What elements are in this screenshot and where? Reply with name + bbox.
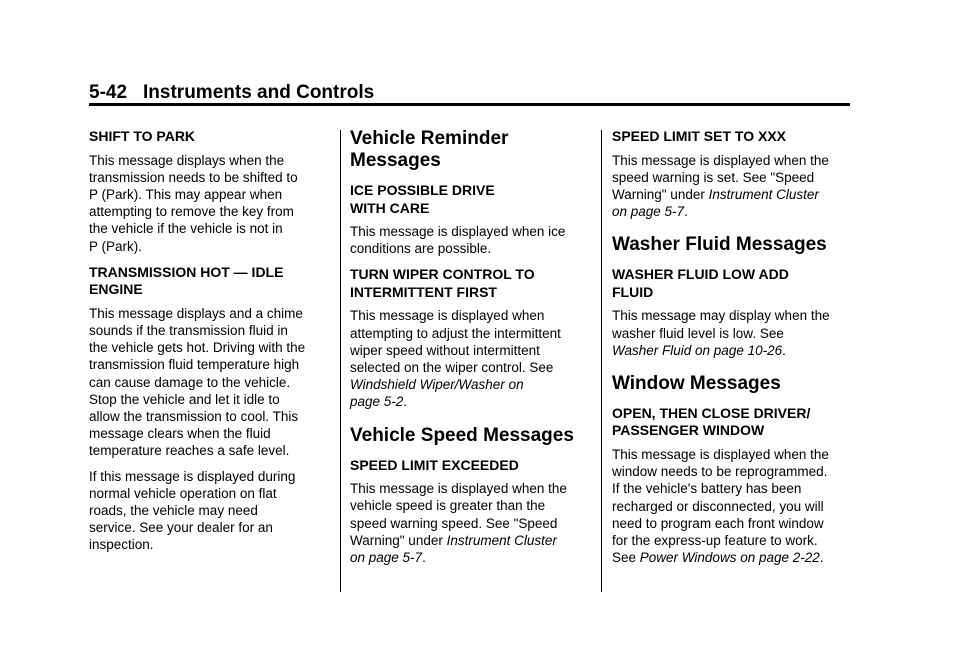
link-windshield-wiper[interactable]: Windshield Wiper/Washer on: [350, 377, 524, 393]
paragraph-speed-limit-set: [612, 152, 854, 221]
period: .: [684, 204, 688, 220]
period: .: [403, 394, 408, 410]
heading-transmission-hot: TRANSMISSION HOT — IDLE ENGINE: [89, 263, 284, 298]
heading-speed-limit-exceeded: SPEED LIMIT EXCEEDED: [350, 456, 519, 473]
paragraph-service: If this message is displayed during normal vehicle operation on flat roads, the vehicle may need service. See your dealer for an inspection.: [89, 468, 296, 553]
paragraph-washer-fluid: [612, 307, 854, 359]
column-3: [612, 128, 854, 574]
heading-ice-possible: ICE POSSIBLE DRIVE WITH CARE: [350, 182, 495, 216]
paragraph-transmission-hot: This message displays and a chime sounds if the transmission fluid in the vehicle gets hot. Driving with the transmission fluid temperature high can cause damage to the vehicle. Stop the vehicle and let it idle to allow the transmission to cool. This message clears when the fluid temperature reaches a safe level.: [89, 305, 306, 459]
link-instrument-cluster[interactable]: Instrument Cluster: [446, 532, 557, 548]
heading-washer-fluid: Washer Fluid Messages: [612, 234, 827, 256]
text: This message is displayed when the speed warning is set. See "Speed Warning" under: [612, 152, 829, 202]
link-washer-fluid[interactable]: Washer Fluid on page 10-26: [612, 342, 783, 358]
column-1: [89, 128, 323, 562]
link-page-5-7[interactable]: on page 5-7: [350, 549, 423, 565]
text: This message is displayed when the window needs to be reprogrammed. If the vehicle's battery has been recharged or disconnected, you will need to program each front window for the express-up feature to work. See: [612, 446, 829, 566]
paragraph-turn-wiper: [350, 307, 590, 410]
period: .: [782, 342, 786, 358]
paragraph-speed-limit-exceeded: [350, 480, 590, 566]
period: .: [422, 549, 426, 565]
heading-open-then-close: OPEN, THEN CLOSE DRIVER/ PASSENGER WINDOW: [612, 404, 811, 439]
text: This message is displayed when the vehicle speed is greater than the speed warning speed. See "Speed Warning" under: [350, 481, 567, 548]
paragraph-shift-to-park: This message displays when the transmission needs to be shifted to P (Park). This may appear when attempting to remove the key from the vehicle if the vehicle is not in P (Park).: [89, 152, 298, 254]
heading-washer-fluid-low: WASHER FLUID LOW ADD FLUID: [612, 266, 789, 300]
link-page-5-2[interactable]: page 5-2: [350, 394, 404, 410]
page-header: [89, 82, 374, 104]
heading-speed-limit-set: SPEED LIMIT SET TO XXX: [612, 128, 786, 144]
column-divider: [340, 130, 341, 592]
text: This message is displayed when attempting to adjust the intermittent wiper speed without intermittent selected on the wiper control. See: [350, 308, 561, 376]
column-2: [350, 128, 590, 574]
paragraph-window: [612, 446, 854, 566]
heading-window-messages: Window Messages: [612, 372, 781, 394]
link-instrument-cluster[interactable]: Instrument Cluster: [708, 186, 819, 202]
column-divider: [601, 130, 602, 592]
text: This message may display when the washer fluid level is low. See: [612, 308, 830, 341]
section-title: Instruments and Controls: [143, 82, 375, 103]
heading-vehicle-reminder: Vehicle Reminder Messages: [350, 128, 509, 171]
link-page-5-7[interactable]: on page 5-7: [612, 204, 685, 220]
paragraph-ice-possible: This message is displayed when ice conditions are possible.: [350, 224, 566, 257]
heading-vehicle-speed: Vehicle Speed Messages: [350, 424, 574, 446]
heading-turn-wiper: TURN WIPER CONTROL TO INTERMITTENT FIRST: [350, 266, 535, 300]
link-power-windows[interactable]: Power Windows on page 2-22: [639, 550, 820, 566]
page-number: 5-42: [89, 82, 128, 103]
period: .: [819, 550, 824, 566]
heading-shift-to-park: SHIFT TO PARK: [89, 128, 196, 144]
header-rule: [89, 103, 850, 106]
